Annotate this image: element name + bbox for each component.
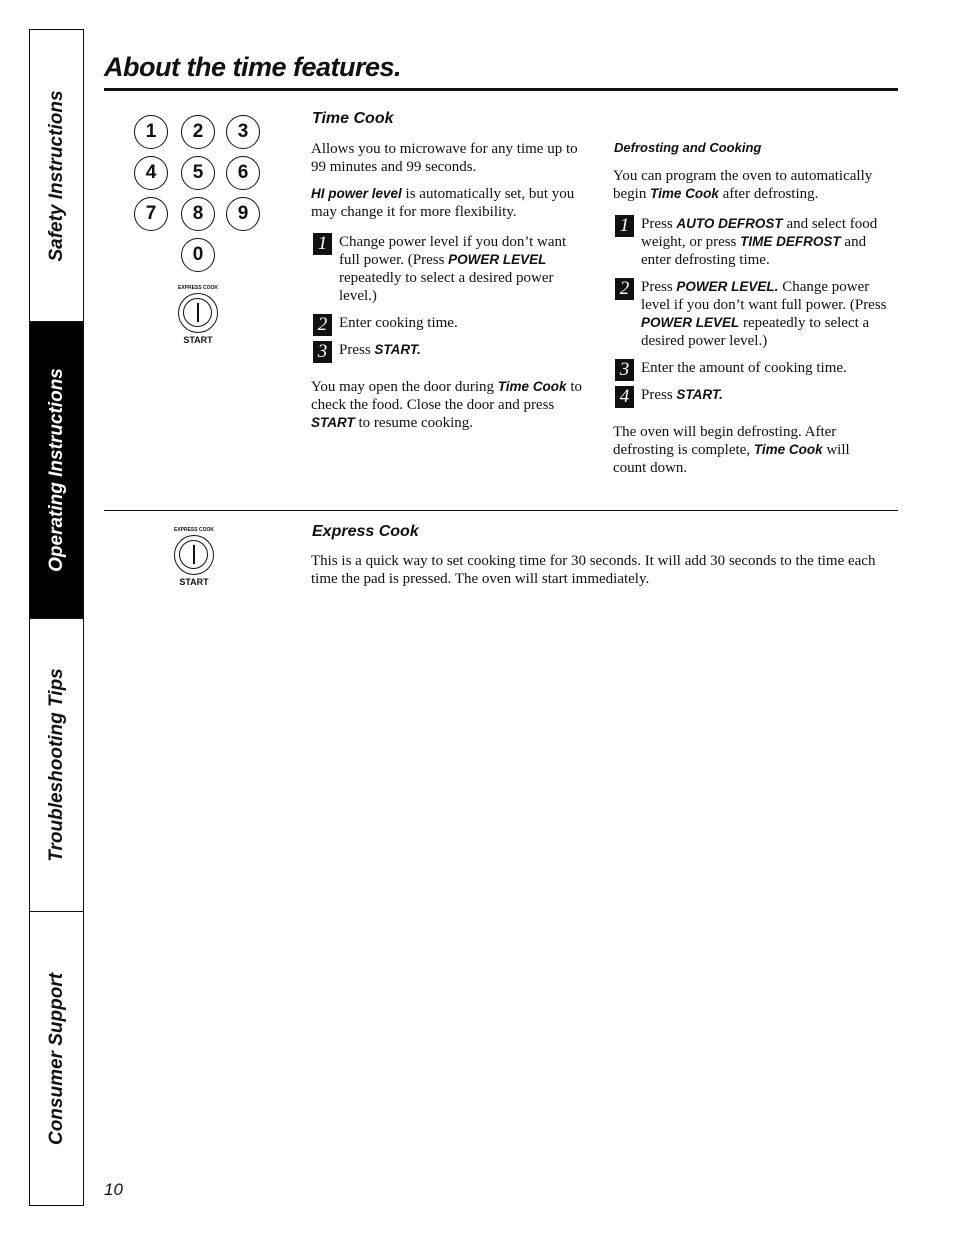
hi-power-paragraph — [311, 185, 586, 221]
step-number: 2 — [313, 314, 332, 336]
step-number: 4 — [615, 386, 634, 408]
key-9: 9 — [226, 197, 260, 231]
step-number: 3 — [313, 341, 332, 363]
key-4: 4 — [134, 156, 168, 190]
time-cook-heading: Time Cook — [312, 110, 394, 127]
defrost-cook-heading: Defrosting and Cooking — [614, 140, 762, 155]
express-cook-label: EXPRESS COOK — [177, 285, 218, 291]
defrost-cook-intro: You can program the oven to automatically begin Time Cook after defrosting. — [613, 168, 873, 202]
key-6: 6 — [226, 156, 260, 190]
tab-label: Troubleshooting Tips — [45, 668, 67, 862]
time-cook-note: You may open the door during Time Cook to check the food. Close the door and press START to resume cooking. — [311, 379, 582, 431]
key-8: 8 — [181, 197, 215, 231]
step-text: Change power level if you don’t want full power. (Press POWER LEVEL repeatedly to select a desired power level.) — [339, 234, 567, 304]
page-title: About the time features. — [104, 52, 402, 82]
tab-troubleshooting-tips[interactable] — [30, 619, 83, 912]
section-divider — [104, 510, 898, 511]
start-icon — [174, 535, 214, 575]
express-cook-start-button — [173, 285, 223, 345]
tab-label: Safety Instructions — [45, 89, 67, 262]
hi-power-keyword: HI power level — [311, 186, 402, 201]
express-cook-body: This is a quick way to set cooking time for 30 seconds. It will add 30 seconds to the time each time the pad is pressed. The oven will start immediately. — [311, 553, 876, 587]
start-label: START — [183, 335, 213, 345]
tab-operating-instructions[interactable] — [30, 322, 83, 619]
start-label: START — [179, 577, 209, 587]
express-cook-button-illustration — [169, 527, 219, 587]
key-3: 3 — [226, 115, 260, 149]
defrost-cook-outro: The oven will begin defrosting. After defrosting is complete, Time Cook will count down. — [613, 424, 850, 476]
time-cook-intro: Allows you to microwave for any time up to 99 minutes and 99 seconds. — [311, 141, 578, 175]
step-text: Enter cooking time. — [339, 315, 458, 331]
key-0: 0 — [181, 238, 215, 272]
tab-label: Consumer Support — [45, 972, 67, 1145]
title-rule — [104, 88, 898, 91]
step-number: 1 — [615, 215, 634, 237]
step-text: Press POWER LEVEL. Change power level if you don’t want full power. (Press POWER LEVEL repeatedly to select a desired power level.) — [641, 279, 887, 349]
step-text: Press AUTO DEFROST and select food weight, or press TIME DEFROST and enter defrosting time. — [641, 216, 878, 268]
express-cook-heading: Express Cook — [312, 523, 419, 540]
start-icon — [178, 293, 218, 333]
tab-safety-instructions[interactable] — [30, 30, 83, 322]
tab-consumer-support[interactable] — [30, 912, 83, 1205]
step-text: Press START. — [339, 342, 421, 358]
step-number: 1 — [313, 233, 332, 255]
section-tabs — [29, 29, 84, 1206]
tab-label: Operating Instructions — [45, 368, 67, 572]
page-number: 10 — [104, 1180, 123, 1199]
step-text: Press START. — [641, 387, 723, 403]
key-2: 2 — [181, 115, 215, 149]
key-5: 5 — [181, 156, 215, 190]
key-7: 7 — [134, 197, 168, 231]
express-cook-label: EXPRESS COOK — [173, 527, 214, 533]
hi-power-text: is automatically set, but you may change it for more flexibility. — [311, 186, 575, 220]
step-number: 3 — [615, 359, 634, 381]
key-1: 1 — [134, 115, 168, 149]
step-number: 2 — [615, 278, 634, 300]
step-text: Enter the amount of cooking time. — [641, 360, 847, 376]
